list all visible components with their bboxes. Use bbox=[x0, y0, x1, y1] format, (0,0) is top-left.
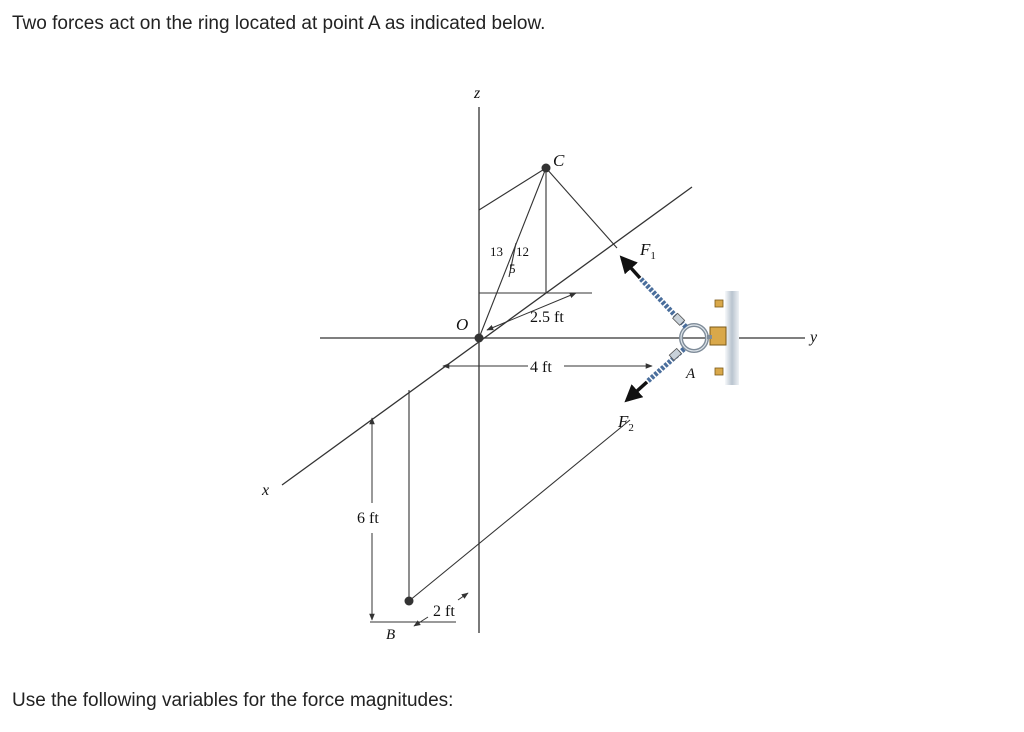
dim-label-4ft: 4 ft bbox=[530, 359, 552, 376]
point-label-b: B bbox=[386, 627, 396, 643]
force-label-f2-sub: 2 bbox=[628, 422, 634, 434]
force-label-f2-main: F bbox=[618, 412, 629, 431]
dim-label-2-5ft: 2.5 ft bbox=[530, 309, 564, 326]
force-label-f1-sub: 1 bbox=[650, 250, 656, 262]
dim-label-6ft: 6 ft bbox=[357, 510, 379, 527]
x-axis bbox=[282, 187, 692, 485]
dim-label-2ft: 2 ft bbox=[433, 603, 455, 620]
slope-run-label: 5 bbox=[509, 261, 516, 276]
axis-label-z: z bbox=[474, 85, 481, 102]
point-b bbox=[405, 597, 414, 606]
point-o bbox=[475, 334, 484, 343]
force-f2-arrow bbox=[627, 382, 647, 400]
eyebolt-base bbox=[710, 327, 726, 345]
wall-plate bbox=[725, 291, 739, 385]
point-label-c: C bbox=[553, 151, 565, 170]
force-label-f1 bbox=[639, 240, 656, 262]
force-f1-arrow bbox=[622, 258, 640, 278]
slope-rise-label: 12 bbox=[516, 244, 529, 259]
cable-b-to-a bbox=[409, 420, 630, 601]
point-label-a: A bbox=[686, 366, 696, 382]
point-c bbox=[542, 164, 551, 173]
cable-c-to-a bbox=[546, 168, 617, 248]
problem-intro-text: Two forces act on the ring located at point A as indicated below. bbox=[12, 13, 546, 34]
points bbox=[405, 164, 551, 606]
point-label-o: O bbox=[456, 315, 469, 334]
dim-2ft-line-right bbox=[458, 593, 468, 600]
construction-lines bbox=[370, 168, 630, 622]
axis-label-y: y bbox=[810, 329, 818, 346]
axis-label-x: x bbox=[262, 482, 270, 499]
bolt-bottom bbox=[715, 368, 723, 375]
force-label-f1-main: F bbox=[640, 240, 651, 259]
dimension-lines bbox=[372, 293, 652, 626]
problem-outro-text: Use the following variables for the force magnitudes: bbox=[12, 690, 454, 711]
bolt-top bbox=[715, 300, 723, 307]
force-label-f2 bbox=[617, 412, 634, 434]
slope-hyp-label: 13 bbox=[490, 244, 503, 259]
